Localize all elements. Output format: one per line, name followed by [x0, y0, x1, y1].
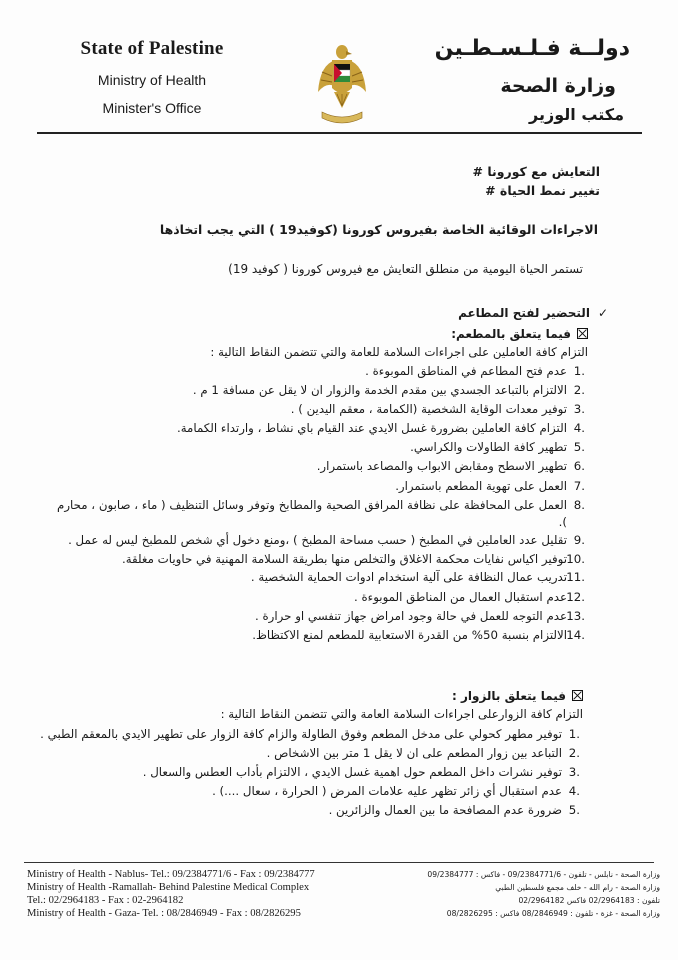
footer-english	[27, 868, 357, 920]
document-title: الاجراءات الوقائية الخاصة بفيروس كورونا (كوفيد19 ) التي يجب اتخاذها	[159, 222, 598, 237]
list-item: 1. توفير مطهر كحولي على مدخل المطعم وفوق الطاولة والزام كافة الزوار على تطهير الايدي بالمعقم الطبي .	[40, 727, 580, 741]
section-visitors-heading	[283, 689, 583, 703]
list-item: 11. تدريب عمال النظافة على آلية استخدام ادوات الحماية الشخصية .	[250, 570, 585, 585]
footer-line: Ministry of Health - Nablus- Tel.: 09/2384771/6 - Fax : 09/2384777	[27, 869, 315, 880]
footer-line: وزارة الصحة - نابلس - تلفون - 09/2384771/6 - فاكس : 09/2384777	[427, 870, 660, 879]
boxed-x-icon	[577, 328, 588, 339]
boxed-x-icon	[572, 690, 583, 701]
section-restaurant-heading	[288, 327, 588, 341]
hashtag-coexist: التعايش مع كورونا #	[472, 164, 600, 179]
list-item: 7. العمل على تهوية المطعم باستمرار.	[395, 478, 585, 493]
list-item: 1. عدم فتح المطاعم في المناطق الموبوءة .	[365, 364, 585, 378]
footer-divider	[24, 862, 654, 863]
palestine-eagle-emblem-icon	[316, 42, 368, 128]
footer-line: Tel.: 02/2964183 - Fax : 02-2964182	[27, 895, 184, 906]
header-ministry-ar: وزارة الصحة	[500, 75, 616, 97]
document-intro: تستمر الحياة اليومية من منطلق التعايش مع فيروس كورونا ( كوفيد 19)	[228, 262, 583, 276]
footer-line: Ministry of Health - Gaza- Tel. : 08/2846949 - Fax : 08/2826295	[27, 908, 301, 919]
header-ministry-en: Ministry of Health	[97, 72, 207, 88]
list-item: 5. تطهير كافة الطاولات والكراسي.	[410, 440, 585, 455]
footer-line: وزارة الصحة - رام الله - خلف مجمع فلسطين الطبي	[495, 883, 660, 892]
header-office-en: Minister's Office	[102, 100, 202, 116]
list-item: 9. تقليل عدد العاملين في المطبخ ( حسب مساحة المطبخ ) ،ومنع دخول أي شخص للمطبخ ليس له عمل .	[68, 533, 585, 548]
restaurant-measures-list	[45, 363, 585, 646]
header-country-en: State of Palestine	[80, 38, 224, 59]
list-item: 14. الالتزام بنسبة 50% من القدرة الاستعابية للمطعم لمنع الاكتظاظ.	[252, 627, 585, 642]
footer-line: Ministry of Health -Ramallah- Behind Palestine Medical Complex	[27, 882, 310, 893]
preparation-heading	[308, 306, 608, 320]
header-arabic-block	[430, 36, 630, 124]
header-country-ar: دولــة فـلـسـطـين	[434, 36, 630, 61]
header-english-block	[52, 38, 252, 116]
visitors-measures-list	[40, 726, 580, 821]
footer-line: تلفون : 02/2964183 فاكس 02/2964182	[518, 896, 660, 905]
section-restaurant-title: فيما يتعلق بالمطعم:	[451, 327, 571, 341]
list-item: 4. التزام كافة العاملين بضرورة غسل الايدي عند القيام باي نشاط ، وارتداء الكمامة.	[176, 421, 585, 436]
header-divider	[37, 132, 642, 134]
list-item: 2. الالتزام بالتباعد الجسدي بين مقدم الخدمة والزوار ان لا يقل عن مسافة 1 م .	[192, 383, 585, 398]
list-item: 13. عدم التوجه للعمل في حالة وجود امراض جهاز تنفسي او حرارة .	[254, 608, 585, 623]
header-office-ar: مكتب الوزير	[529, 105, 624, 124]
list-item: 8. العمل على المحافظة على نظافة المرافق الصحية والمطابخ وتوفر وسائل التنظيف ( ماء ، صابون ، محارم ).	[57, 497, 585, 529]
footer-line: وزارة الصحة - غزة - تلفون : 08/2846949 فاكس : 08/2826295	[446, 909, 660, 918]
section-restaurant-intro: التزام كافة العاملين على اجراءات السلامة للعامة والتي تتضمن النقاط التالية :	[210, 345, 588, 359]
list-item: 2. التباعد بين زوار المطعم على ان لا يقل 1 متر بين الاشخاص .	[266, 746, 580, 761]
list-item: 5. ضرورة عدم المصافحة ما بين العمال والزائرين .	[328, 803, 580, 818]
hashtag-lifestyle: تغيير نمط الحياة #	[485, 183, 600, 198]
list-item: 3. توفير نشرات داخل المطعم حول اهمية غسل الايدي ، الالتزام بأداب العطس والسعال .	[142, 765, 580, 780]
list-item: 10. توفير اكياس نفايات محكمة الاغلاق والتخلص منها بطريقة السلامة المهنية في حاويات مغلقة.	[121, 551, 585, 566]
footer-arabic	[340, 868, 660, 920]
list-item: 4. عدم استقبال أي زائر تظهر عليه علامات المرض ( الحرارة ، سعال ....) .	[212, 784, 580, 799]
list-item: 3. توفير معدات الوقاية الشخصية (الكمامة ، معقم اليدين ) .	[290, 402, 585, 417]
list-item: 12. عدم استقبال العمال من المناطق الموبوءة .	[353, 589, 585, 604]
section-visitors-intro: التزام كافة الزوارعلى اجراءات السلامة العامة والتي تتضمن النقاط التالية :	[220, 707, 583, 721]
checkmark-icon: ✓	[597, 306, 608, 320]
list-item: 6. تطهير الاسطح ومقابض الابواب والمصاعد باستمرار.	[316, 459, 585, 474]
preparation-text: التحضير لفتح المطاعم	[458, 306, 590, 320]
hashtags	[300, 162, 600, 200]
section-visitors-title: فيما يتعلق بالزوار :	[452, 689, 566, 703]
